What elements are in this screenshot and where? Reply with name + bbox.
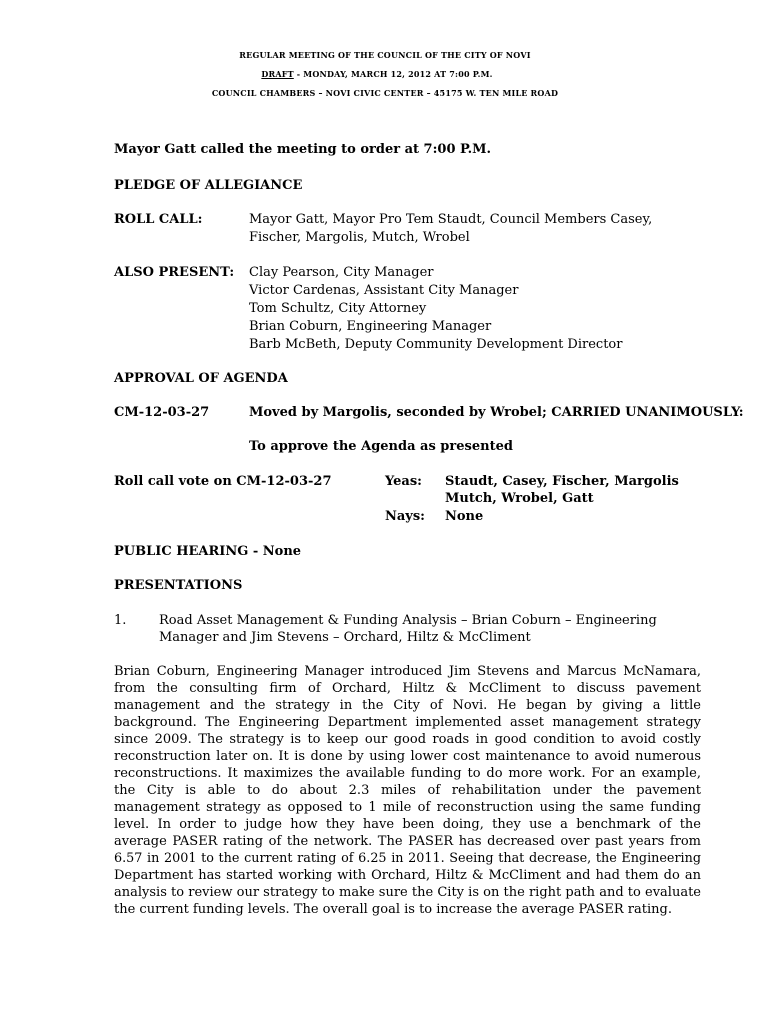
- nays-value: None: [445, 509, 484, 524]
- presentation-item-title-continued: Manager and Jim Stevens – Orchard, Hiltz & McCliment: [159, 630, 531, 645]
- paragraph-line: average PASER rating of the network. The PASER has decreased over past years from: [114, 834, 701, 849]
- presentations-heading: PRESENTATIONS: [114, 578, 243, 593]
- yeas-label: Yeas:: [385, 474, 422, 489]
- yeas-names-continued: Mutch, Wrobel, Gatt: [445, 491, 594, 506]
- roll-call-line: Mayor Gatt, Mayor Pro Tem Staudt, Council Members Casey,: [249, 212, 653, 227]
- paragraph-line: reconstruction later on. It is done by using lower cost maintenance to avoid numerous: [114, 749, 701, 764]
- roll-call-label: ROLL CALL:: [114, 212, 203, 227]
- motion-resolution: To approve the Agenda as presented: [249, 439, 513, 454]
- also-present-list: [249, 264, 622, 354]
- paragraph-line: management strategy as opposed to 1 mile of reconstruction using the same funding: [114, 800, 701, 815]
- roll-call-vote-label: Roll call vote on CM-12-03-27: [114, 474, 332, 489]
- call-to-order: Mayor Gatt called the meeting to order at 7:00 P.M.: [114, 142, 492, 157]
- meeting-title: REGULAR MEETING OF THE COUNCIL OF THE CITY OF NOVI: [239, 50, 531, 60]
- motion-text: Moved by Margolis, seconded by Wrobel; CARRIED UNANIMOUSLY:: [249, 405, 744, 420]
- staff-name: Barb McBeth, Deputy Community Development Director: [249, 337, 623, 352]
- staff-name: Tom Schultz, City Attorney: [249, 301, 427, 316]
- also-present-label: ALSO PRESENT:: [114, 265, 235, 280]
- paragraph-line: from the consulting firm of Orchard, Hiltz & McCliment to discuss pavement: [114, 681, 701, 696]
- roll-call-line: Fischer, Margolis, Mutch, Wrobel: [249, 230, 470, 245]
- paragraph-line: analysis to review our strategy to make sure the City is on the right path and to evaluate: [114, 885, 701, 900]
- presentation-item-number: 1.: [114, 613, 127, 628]
- roll-call-members: [249, 211, 652, 247]
- paragraph-line: level. In order to judge how they have been doing, they use a benchmark of the: [114, 817, 701, 832]
- meeting-location: COUNCIL CHAMBERS – NOVI CIVIC CENTER – 45175 W. TEN MILE ROAD: [211, 88, 559, 98]
- public-hearing-heading: PUBLIC HEARING - None: [114, 544, 302, 559]
- paragraph-line: management and the strategy in the City of Novi. He began by giving a little: [114, 698, 701, 713]
- paragraph-line: since 2009. The strategy is to keep our good roads in good condition to avoid costly: [114, 732, 701, 747]
- presentation-item-title: Road Asset Management & Funding Analysis – Brian Coburn – Engineering: [159, 613, 657, 628]
- draft-label: DRAFT: [261, 69, 294, 79]
- meeting-date: - MONDAY, MARCH 12, 2012 AT 7:00 P.M.: [293, 69, 493, 79]
- yeas-names: Staudt, Casey, Fischer, Margolis: [445, 474, 679, 489]
- paragraph-line: the current funding levels. The overall goal is to increase the average PASER rating.: [114, 902, 672, 917]
- paragraph-line: background. The Engineering Department implemented asset management strategy: [114, 715, 701, 730]
- nays-label: Nays:: [385, 509, 425, 524]
- approval-heading: APPROVAL OF AGENDA: [114, 371, 288, 386]
- paragraph-line: the City is able to do about 2.3 miles of rehabilitation under the pavement: [114, 783, 701, 798]
- staff-name: Clay Pearson, City Manager: [249, 265, 434, 280]
- paragraph-line: Department has started working with Orchard, Hiltz & McCliment and had them do an: [114, 868, 701, 883]
- staff-name: Brian Coburn, Engineering Manager: [249, 319, 492, 334]
- paragraph-line: 6.57 in 2001 to the current rating of 6.25 in 2011. Seeing that decrease, the Engineering: [114, 851, 701, 866]
- paragraph-line: Brian Coburn, Engineering Manager introduced Jim Stevens and Marcus McNamara,: [114, 664, 701, 679]
- meeting-date-line: [0, 69, 762, 79]
- paragraph-line: reconstructions. It maximizes the available funding to do more work. For an example,: [114, 766, 701, 781]
- motion-id: CM-12-03-27: [114, 405, 210, 420]
- pledge-heading: PLEDGE OF ALLEGIANCE: [114, 178, 303, 193]
- staff-name: Victor Cardenas, Assistant City Manager: [249, 283, 519, 298]
